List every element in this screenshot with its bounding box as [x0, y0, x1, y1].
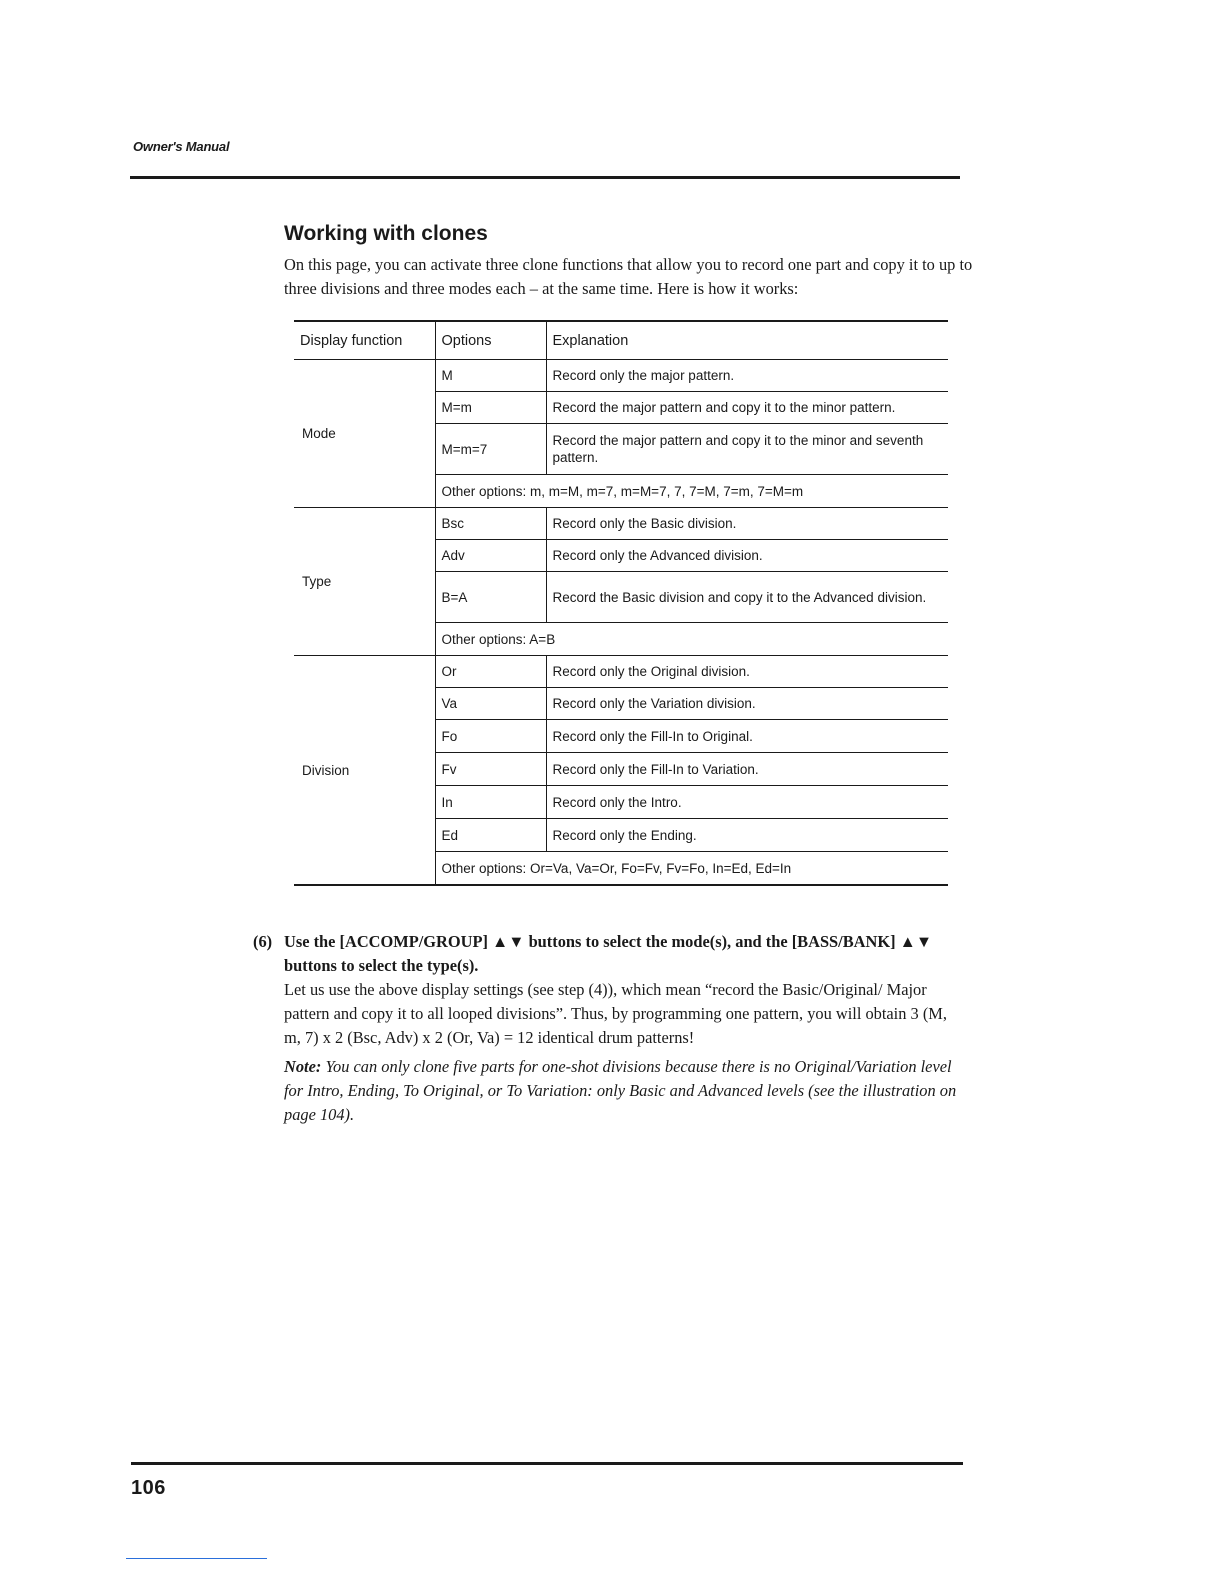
note-label: Note: — [284, 1057, 322, 1076]
explanation-cell: Record only the Original division. — [546, 656, 948, 688]
table-header-row — [294, 321, 948, 360]
clone-options-table — [294, 320, 948, 886]
option-cell: In — [435, 786, 546, 819]
group-label-type: Type — [294, 508, 435, 656]
footer-rule — [131, 1462, 963, 1465]
page-number: 106 — [131, 1477, 166, 1499]
option-cell: Fv — [435, 753, 546, 786]
step-body-text: Let us use the above display settings (see step (4)), which mean “record the Basic/Original/ Major pattern and copy it to all looped divisions”. Thus, by programming one pattern, you will obtain 3 (M, m, 7) x 2 (Bsc, Adv) x 2 (Or, Va) = 12 identical drum patterns! — [284, 980, 947, 1047]
note-paragraph — [284, 1055, 964, 1127]
step-heading: Use the [ACCOMP/GROUP] ▲▼ buttons to select the mode(s), and the [BASS/BANK] ▲▼ buttons to select the type(s). — [284, 932, 933, 975]
section-title: Working with clones — [284, 222, 488, 245]
explanation-cell: Record only the Ending. — [546, 819, 948, 852]
step-6 — [253, 930, 963, 1050]
option-cell: B=A — [435, 572, 546, 623]
table-row — [294, 656, 948, 688]
explanation-cell: Record only the Fill-In to Variation. — [546, 753, 948, 786]
explanation-cell: Record only the Advanced division. — [546, 540, 948, 572]
option-cell: Bsc — [435, 508, 546, 540]
explanation-cell: Record the major pattern and copy it to the minor and seventh pattern. — [546, 424, 948, 475]
table-row — [294, 508, 948, 540]
explanation-cell: Record only the Basic division. — [546, 508, 948, 540]
option-cell: Va — [435, 688, 546, 720]
header-rule — [130, 176, 960, 179]
other-options-cell: Other options: Or=Va, Va=Or, Fo=Fv, Fv=Fo, In=Ed, Ed=In — [435, 852, 948, 886]
option-cell: Adv — [435, 540, 546, 572]
table-row — [294, 360, 948, 392]
explanation-cell: Record only the Variation division. — [546, 688, 948, 720]
option-cell: Fo — [435, 720, 546, 753]
other-options-cell: Other options: A=B — [435, 623, 948, 656]
group-label-division: Division — [294, 656, 435, 886]
header-options: Options — [435, 321, 546, 360]
explanation-cell: Record only the major pattern. — [546, 360, 948, 392]
running-header: Owner's Manual — [133, 139, 230, 154]
header-display-function: Display function — [294, 321, 435, 360]
intro-paragraph: On this page, you can activate three clone functions that allow you to record one part and copy it to up to three divisions and three modes each – at the same time. Here is how it works: — [284, 255, 973, 298]
note-text: You can only clone five parts for one-shot divisions because there is no Original/Variation level for Intro, Ending, To Original, or To Variation: only Basic and Advanced levels (see the illustration on page 104). — [284, 1057, 957, 1124]
header-explanation: Explanation — [546, 321, 948, 360]
option-cell: M=m=7 — [435, 424, 546, 475]
option-cell: M=m — [435, 392, 546, 424]
explanation-cell: Record only the Fill-In to Original. — [546, 720, 948, 753]
explanation-cell: Record only the Intro. — [546, 786, 948, 819]
option-cell: Or — [435, 656, 546, 688]
explanation-cell: Record the Basic division and copy it to the Advanced division. — [546, 572, 948, 623]
explanation-cell: Record the major pattern and copy it to the minor pattern. — [546, 392, 948, 424]
option-cell: M — [435, 360, 546, 392]
step-number: (6) — [253, 932, 273, 951]
option-cell: Ed — [435, 819, 546, 852]
bottom-link-underline — [126, 1558, 267, 1559]
other-options-cell: Other options: m, m=M, m=7, m=M=7, 7, 7=M, 7=m, 7=M=m — [435, 475, 948, 508]
group-label-mode: Mode — [294, 360, 435, 508]
